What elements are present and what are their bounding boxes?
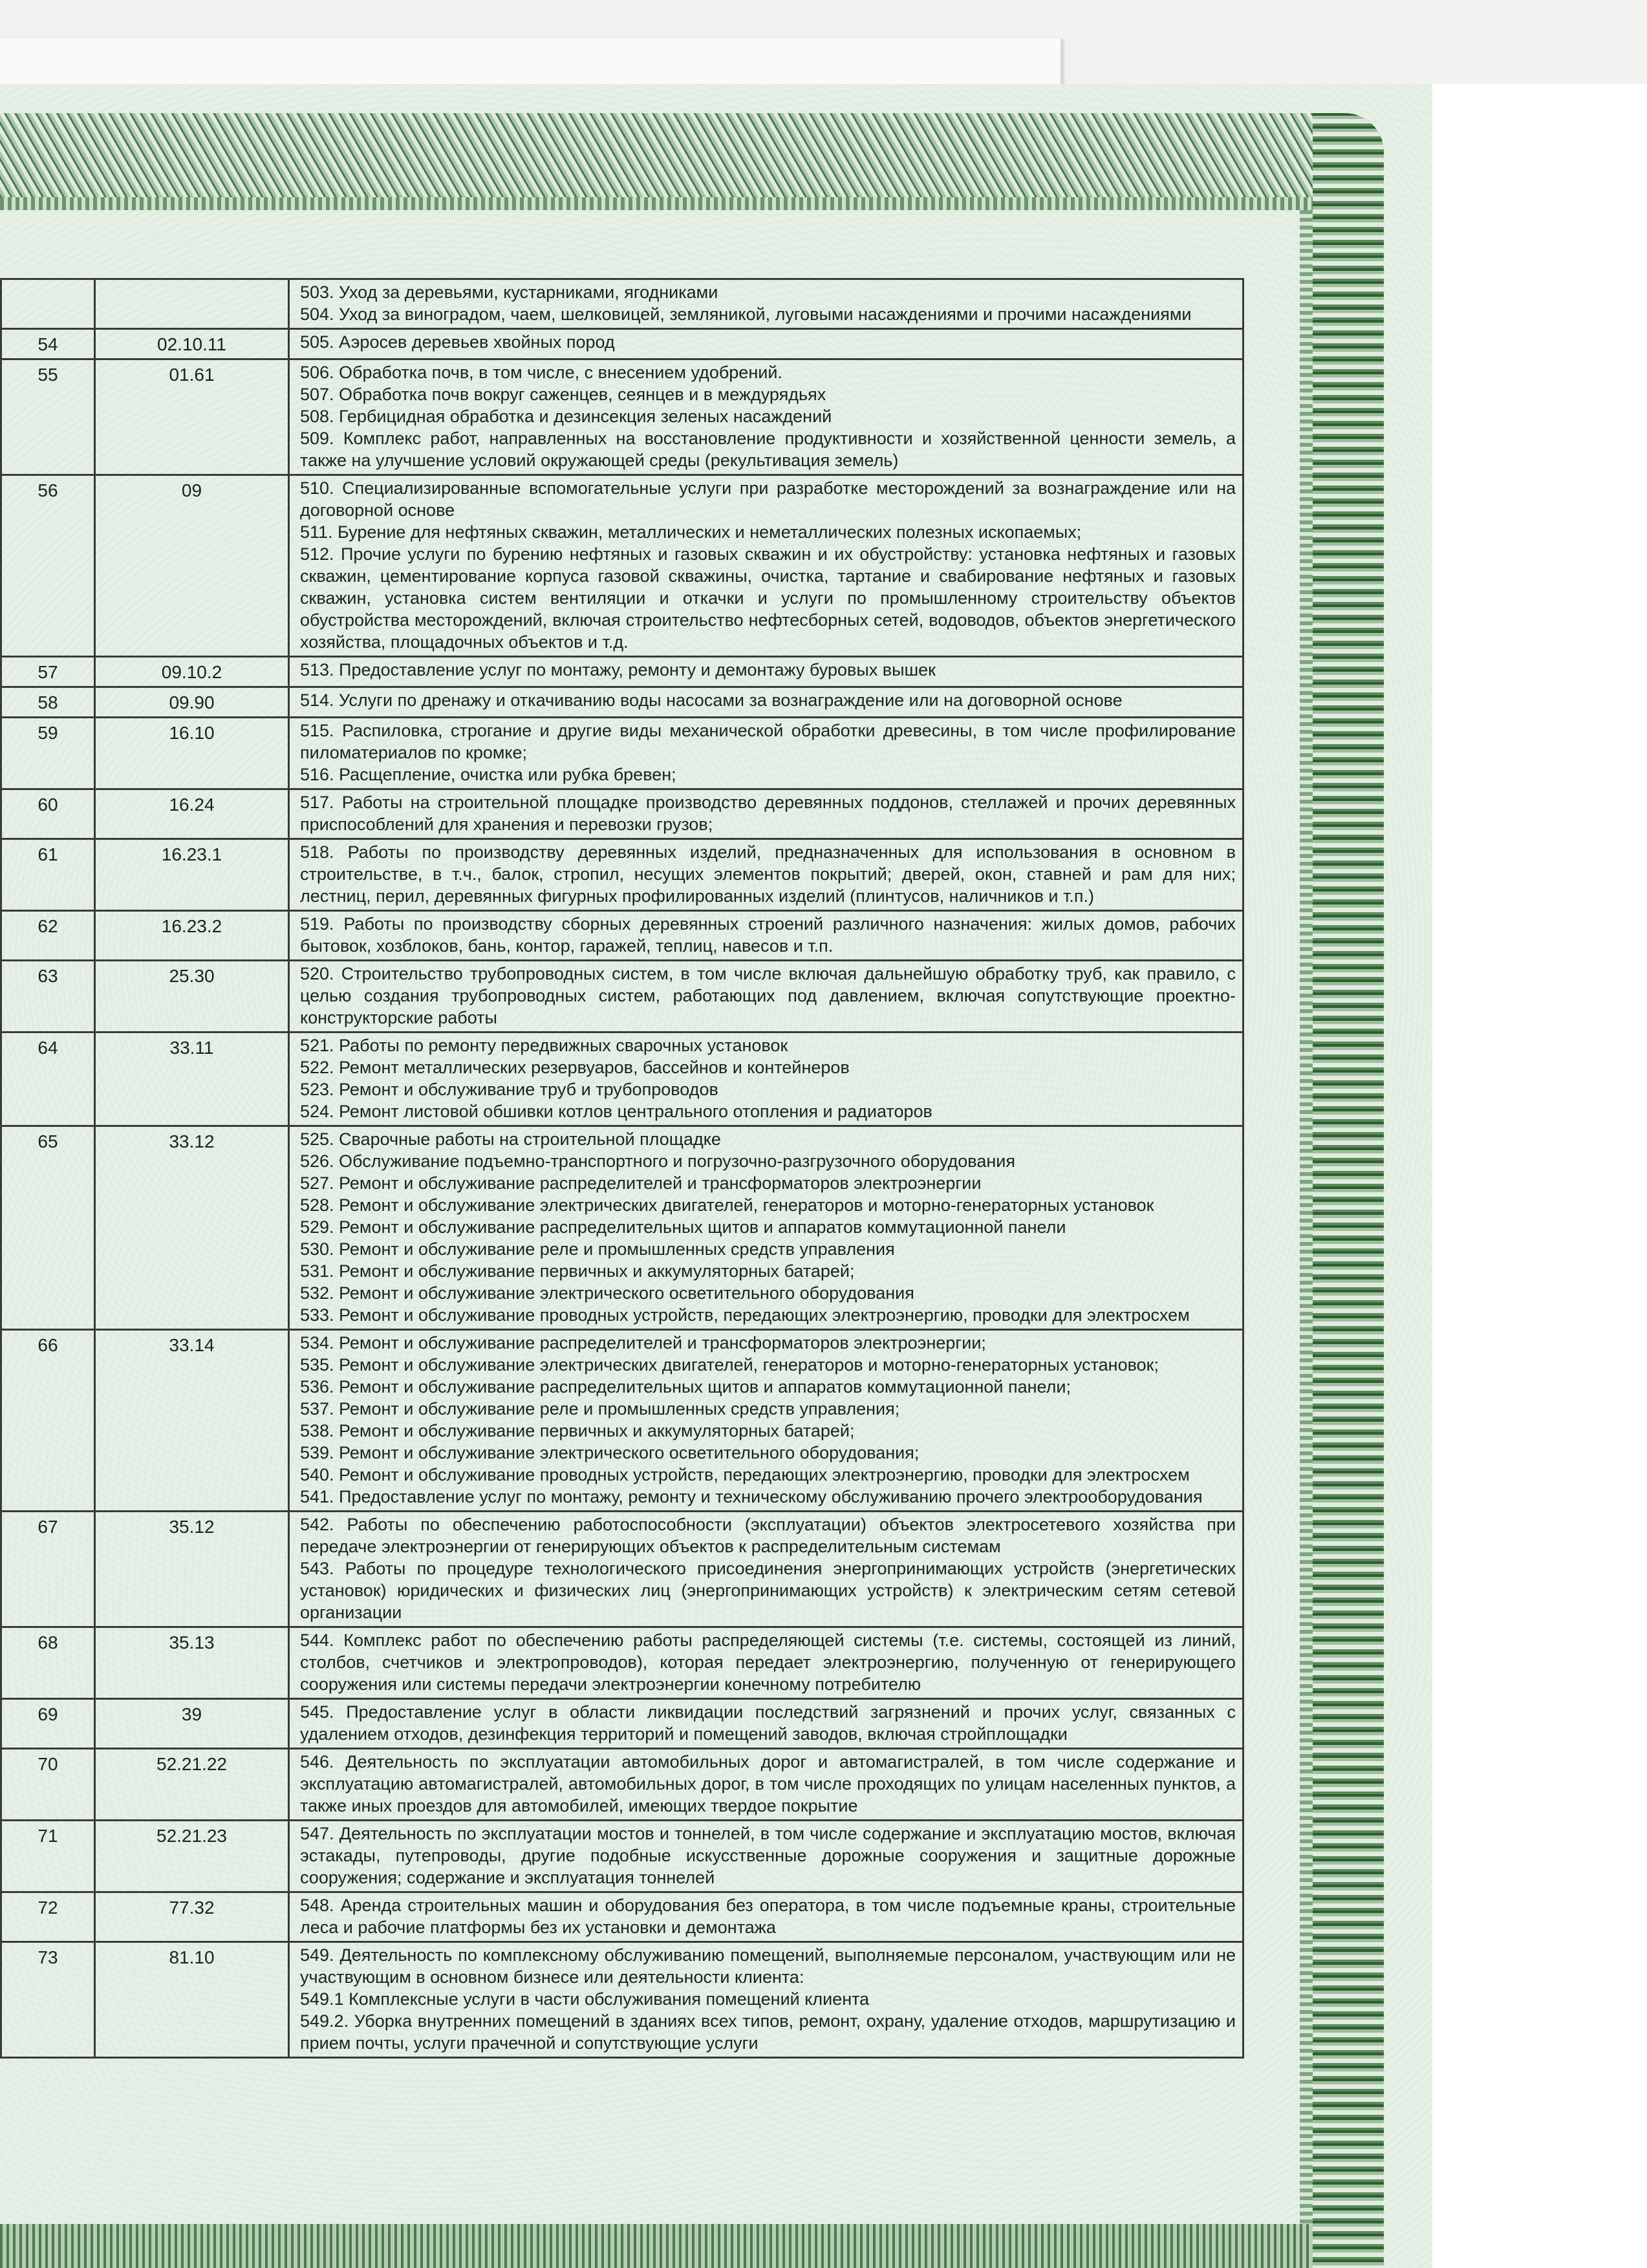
table-row bbox=[1, 911, 1243, 961]
service-item: 539. Ремонт и обслуживание электрического осветительного оборудования; bbox=[300, 1443, 920, 1462]
services-cell bbox=[289, 1627, 1243, 1699]
service-item: 518. Работы по производству деревянных изделий, предназначенных для использования в основном в строительстве, в т.ч., балок, стропил, несущих элементов покрытий; дверей, окон, ставней и рам для них; лестниц, перил, деревянных фигурных профилированных изделий (плинтусов, наличников и т.п.) bbox=[300, 842, 1236, 906]
service-item: 538. Ремонт и обслуживание первичных и аккумуляторных батарей; bbox=[300, 1421, 855, 1440]
okved-code: 52.21.22 bbox=[95, 1749, 289, 1821]
service-item: 534. Ремонт и обслуживание распределителей и трансформаторов электроэнергии; bbox=[300, 1333, 986, 1353]
services-cell bbox=[289, 475, 1243, 657]
service-item: 522. Ремонт металлических резервуаров, бассейнов и контейнеров bbox=[300, 1058, 850, 1077]
ornamental-border-top-inner bbox=[0, 197, 1313, 210]
services-cell bbox=[289, 839, 1243, 911]
service-item: 504. Уход за виноградом, чаем, шелковицей, земляникой, луговыми насаждениями и прочими насаждениями bbox=[300, 305, 1192, 324]
service-item: 515. Распиловка, строгание и другие виды механической обработки древесины, в том числе профилирование пиломатериалов по кромке; bbox=[300, 721, 1236, 762]
service-item: 547. Деятельность по эксплуатации мостов и тоннелей, в том числе содержание и эксплуатацию мостов, включая эстакады, путепроводы, другие подобные искусственные дорожные сооружения и защитные дорожные сооружения; содержание и эксплуатация тоннелей bbox=[300, 1824, 1236, 1887]
row-number: 63 bbox=[1, 961, 95, 1032]
services-cell bbox=[289, 1699, 1243, 1749]
service-item: 525. Сварочные работы на строительной площадке bbox=[300, 1129, 721, 1149]
row-number: 60 bbox=[1, 789, 95, 839]
service-item: 542. Работы по обеспечению работоспособности (эксплуатации) объектов электросетевого хозяйства при передаче электроэнергии от генерирующих объектов к распределительным системам bbox=[300, 1515, 1236, 1556]
table-row bbox=[1, 718, 1243, 789]
table-row bbox=[1, 1330, 1243, 1512]
services-cell bbox=[289, 657, 1243, 687]
table-row bbox=[1, 1126, 1243, 1330]
table-row bbox=[1, 839, 1243, 911]
table-row bbox=[1, 657, 1243, 687]
okved-code: 52.21.23 bbox=[95, 1821, 289, 1892]
service-item: 533. Ремонт и обслуживание проводных устройств, передающих электроэнергию, проводки для электросхем bbox=[300, 1305, 1190, 1325]
scan-margin bbox=[1432, 84, 1647, 2268]
service-item: 508. Гербицидная обработка и дезинсекция зеленых насаждений bbox=[300, 407, 832, 426]
row-number: 65 bbox=[1, 1126, 95, 1330]
service-item: 530. Ремонт и обслуживание реле и промышленных средств управления bbox=[300, 1239, 895, 1259]
activity-table bbox=[0, 278, 1244, 2059]
ornamental-border-right-inner bbox=[1300, 210, 1313, 2268]
service-item: 511. Бурение для нефтяных скважин, металлических и неметаллических полезных ископаемых; bbox=[300, 522, 1082, 542]
okved-code: 35.12 bbox=[95, 1512, 289, 1627]
okved-code: 39 bbox=[95, 1699, 289, 1749]
okved-code: 16.23.2 bbox=[95, 911, 289, 961]
row-number: 55 bbox=[1, 359, 95, 475]
okved-code: 77.32 bbox=[95, 1892, 289, 1942]
service-item: 537. Ремонт и обслуживание реле и промышленных средств управления; bbox=[300, 1399, 900, 1418]
services-cell bbox=[289, 1892, 1243, 1942]
row-number: 54 bbox=[1, 329, 95, 359]
ornamental-border-bottom bbox=[0, 2224, 1313, 2268]
table-row bbox=[1, 1821, 1243, 1892]
okved-code: 33.11 bbox=[95, 1032, 289, 1126]
service-item: 540. Ремонт и обслуживание проводных устройств, передающих электроэнергию, проводки для электросхем bbox=[300, 1465, 1190, 1484]
service-item: 514. Услуги по дренажу и откачиванию воды насосами за вознаграждение или на договорной основе bbox=[300, 690, 1123, 710]
okved-code bbox=[95, 279, 289, 329]
okved-code: 33.14 bbox=[95, 1330, 289, 1512]
service-item: 524. Ремонт листовой обшивки котлов центрального отопления и радиаторов bbox=[300, 1102, 932, 1121]
service-item: 528. Ремонт и обслуживание электрических двигателей, генераторов и моторно-генераторных установок bbox=[300, 1195, 1154, 1215]
row-number: 57 bbox=[1, 657, 95, 687]
row-number: 61 bbox=[1, 839, 95, 911]
service-item: 523. Ремонт и обслуживание труб и трубопроводов bbox=[300, 1080, 718, 1099]
services-cell bbox=[289, 1749, 1243, 1821]
table-row bbox=[1, 1942, 1243, 2058]
services-cell bbox=[289, 1126, 1243, 1330]
table-row bbox=[1, 329, 1243, 359]
service-item: 536. Ремонт и обслуживание распределительных щитов и аппаратов коммутационной панели; bbox=[300, 1377, 1071, 1396]
services-cell bbox=[289, 961, 1243, 1032]
services-cell bbox=[289, 1330, 1243, 1512]
row-number: 56 bbox=[1, 475, 95, 657]
service-item: 531. Ремонт и обслуживание первичных и аккумуляторных батарей; bbox=[300, 1261, 855, 1281]
ornamental-border-top bbox=[0, 113, 1384, 197]
services-cell bbox=[289, 279, 1243, 329]
row-number: 64 bbox=[1, 1032, 95, 1126]
services-cell bbox=[289, 718, 1243, 789]
service-item: 532. Ремонт и обслуживание электрического осветительного оборудования bbox=[300, 1283, 914, 1303]
services-cell bbox=[289, 1942, 1243, 2058]
okved-code: 16.24 bbox=[95, 789, 289, 839]
service-item: 549.2. Уборка внутренних помещений в зданиях всех типов, ремонт, охрану, удаление отходов, маршрутизацию и прием почты, услуги прачечной и сопутствующие услуги bbox=[300, 2011, 1236, 2053]
service-item: 505. Аэросев деревьев хвойных пород bbox=[300, 332, 615, 352]
table-row bbox=[1, 279, 1243, 329]
row-number: 66 bbox=[1, 1330, 95, 1512]
services-cell bbox=[289, 687, 1243, 718]
row-number: 71 bbox=[1, 1821, 95, 1892]
services-cell bbox=[289, 789, 1243, 839]
table-row bbox=[1, 359, 1243, 475]
row-number: 72 bbox=[1, 1892, 95, 1942]
row-number: 62 bbox=[1, 911, 95, 961]
service-item: 510. Специализированные вспомогательные услуги при разработке месторождений за вознаграждение или на договорной основе bbox=[300, 478, 1236, 520]
table-row bbox=[1, 1749, 1243, 1821]
service-item: 535. Ремонт и обслуживание электрических двигателей, генераторов и моторно-генераторных установок; bbox=[300, 1355, 1159, 1375]
service-item: 512. Прочие услуги по бурению нефтяных и газовых скважин и их обустройству: установка нефтяных и газовых скважин, цементирование корпуса газовой скважины, очистка, тартание и свабирование нефтяных и газовых скважин, установка систем вентиляции и откачки и услуги по промышленному строительству объектов обустройства месторождений, включая строительство нефтесборных сетей, водоводов, объектов энергетического хозяйства, площадочных объектов и т.д. bbox=[300, 544, 1236, 652]
service-item: 516. Расщепление, очистка или рубка бревен; bbox=[300, 765, 676, 784]
table-row bbox=[1, 1032, 1243, 1126]
okved-code: 25.30 bbox=[95, 961, 289, 1032]
service-item: 541. Предоставление услуг по монтажу, ремонту и техническому обслуживанию прочего электрооборудования bbox=[300, 1487, 1203, 1506]
service-item: 527. Ремонт и обслуживание распределителей и трансформаторов электроэнергии bbox=[300, 1173, 982, 1193]
okved-code: 09 bbox=[95, 475, 289, 657]
row-number bbox=[1, 279, 95, 329]
service-item: 507. Обработка почв вокруг саженцев, сеянцев и в междурядьях bbox=[300, 385, 826, 404]
okved-code: 09.10.2 bbox=[95, 657, 289, 687]
table-row bbox=[1, 687, 1243, 718]
table-row bbox=[1, 1627, 1243, 1699]
service-item: 543. Работы по процедуре технологического присоединения энергопринимающих устройств (энергетических установок) юридических и физических лиц (энергопринимающих устройств) к электрическим сетям сетевой организации bbox=[300, 1559, 1236, 1622]
okved-code: 35.13 bbox=[95, 1627, 289, 1699]
okved-code: 33.12 bbox=[95, 1126, 289, 1330]
service-item: 506. Обработка почв, в том числе, с внесением удобрений. bbox=[300, 363, 782, 382]
row-number: 58 bbox=[1, 687, 95, 718]
service-item: 521. Работы по ремонту передвижных сварочных установок bbox=[300, 1036, 788, 1055]
row-number: 73 bbox=[1, 1942, 95, 2058]
okved-code: 16.23.1 bbox=[95, 839, 289, 911]
services-cell bbox=[289, 329, 1243, 359]
services-cell bbox=[289, 1821, 1243, 1892]
table-row bbox=[1, 1892, 1243, 1942]
service-item: 526. Обслуживание подъемно-транспортного и погрузочно-разгрузочного оборудования bbox=[300, 1151, 1015, 1171]
okved-code: 02.10.11 bbox=[95, 329, 289, 359]
okved-code: 81.10 bbox=[95, 1942, 289, 2058]
service-item: 503. Уход за деревьями, кустарниками, ягодниками bbox=[300, 283, 718, 302]
services-cell bbox=[289, 359, 1243, 475]
service-item: 546. Деятельность по эксплуатации автомобильных дорог и автомагистралей, в том числе содержание и эксплуатацию автомагистралей, автомобильных дорог, в том числе проходящих по улицам населенных пунктов, а также иных проездов для автомобилей, имеющих твердое покрытие bbox=[300, 1752, 1236, 1815]
table-row bbox=[1, 789, 1243, 839]
row-number: 69 bbox=[1, 1699, 95, 1749]
okved-code: 16.10 bbox=[95, 718, 289, 789]
service-item: 545. Предоставление услуг в области ликвидации последствий загрязнений и прочих услуг, связанных с удалением отходов, дезинфекция территорий и помещений заводов, включая стройплощадки bbox=[300, 1702, 1236, 1744]
service-item: 519. Работы по производству сборных деревянных строений различного назначения: жилых домов, рабочих бытовок, хозблоков, бань, контор, гаражей, теплиц, навесов и т.п. bbox=[300, 914, 1236, 956]
table-row bbox=[1, 1512, 1243, 1627]
ornamental-border-right bbox=[1313, 113, 1384, 2268]
services-cell bbox=[289, 911, 1243, 961]
row-number: 70 bbox=[1, 1749, 95, 1821]
service-item: 548. Аренда строительных машин и оборудования без оператора, в том числе подъемные краны, строительные леса и рабочие платформы без их установки и демонтажа bbox=[300, 1896, 1236, 1937]
service-item: 520. Строительство трубопроводных систем, в том числе включая дальнейшую обработку труб, как правило, с целью создания трубопроводных систем, работающих под давлением, включая сопутствующие проектно-конструкторские работы bbox=[300, 964, 1236, 1027]
service-item: 517. Работы на строительной площадке производство деревянных поддонов, стеллажей и прочих деревянных приспособлений для хранения и перевозки грузов; bbox=[300, 793, 1236, 834]
row-number: 68 bbox=[1, 1627, 95, 1699]
services-cell bbox=[289, 1512, 1243, 1627]
service-item: 549. Деятельность по комплексному обслуживанию помещений, выполняемые персоналом, участвующим или не участвующим в основном бизнесе или деятельности клиента: bbox=[300, 1945, 1236, 1987]
service-item: 529. Ремонт и обслуживание распределительных щитов и аппаратов коммутационной панели bbox=[300, 1217, 1066, 1237]
table-row bbox=[1, 961, 1243, 1032]
row-number: 67 bbox=[1, 1512, 95, 1627]
row-number: 59 bbox=[1, 718, 95, 789]
table-row bbox=[1, 475, 1243, 657]
activity-table-body bbox=[1, 279, 1243, 2058]
service-item: 513. Предоставление услуг по монтажу, ремонту и демонтажу буровых вышек bbox=[300, 660, 936, 679]
table-row bbox=[1, 1699, 1243, 1749]
okved-code: 01.61 bbox=[95, 359, 289, 475]
service-item: 549.1 Комплексные услуги в части обслуживания помещений клиента bbox=[300, 1989, 870, 2009]
service-item: 544. Комплекс работ по обеспечению работы распределяющей системы (т.е. системы, состоящей из линий, столбов, счетчиков и электропроводов), которая передает электроэнергию, полученную от генерирующего сооружения или системы передачи электроэнергии конечному потребителю bbox=[300, 1631, 1236, 1694]
okved-code: 09.90 bbox=[95, 687, 289, 718]
services-cell bbox=[289, 1032, 1243, 1126]
service-item: 509. Комплекс работ, направленных на восстановление продуктивности и хозяйственной ценности земель, а также на улучшение условий окружающей среды (рекультивация земель) bbox=[300, 429, 1236, 470]
